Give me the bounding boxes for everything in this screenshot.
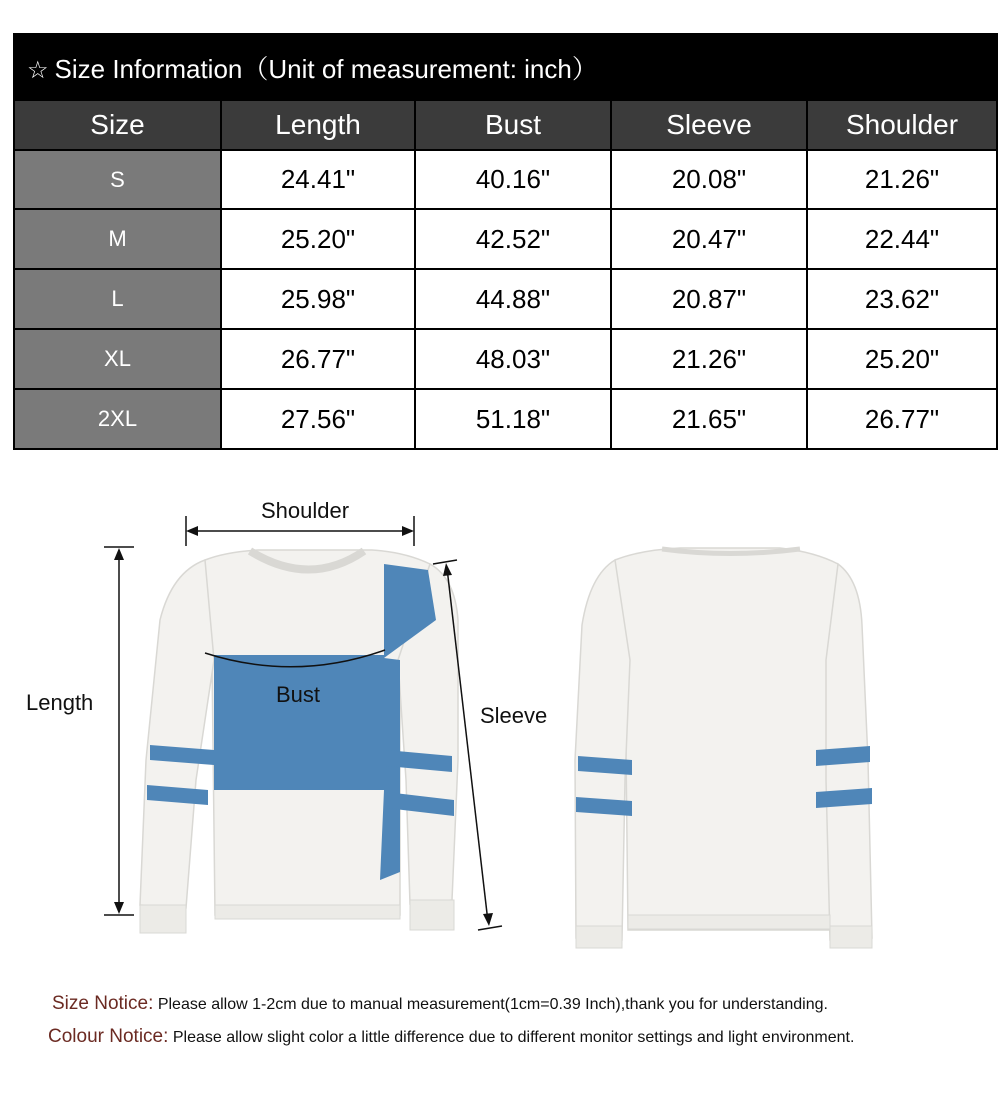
colour-notice-text: Please allow slight color a little difference due to different monitor settings and light environment. <box>172 1029 855 1046</box>
sleeve-cell: 20.08" <box>611 150 807 210</box>
measurement-diagram <box>0 460 1000 980</box>
size-cell: L <box>14 269 221 329</box>
front-sweater <box>140 550 458 933</box>
length-cell: 25.98" <box>221 269 415 329</box>
table-title-text: Size Information（Unit of measurement: inch） <box>54 53 598 84</box>
size-cell: XL <box>14 329 221 389</box>
sleeve-cell: 21.26" <box>611 329 807 389</box>
bust-cell: 40.16" <box>415 150 611 210</box>
shoulder-label: Shoulder <box>261 498 350 523</box>
header-row <box>14 100 997 150</box>
sleeve-cell: 20.47" <box>611 209 807 269</box>
table-row <box>14 269 997 329</box>
length-cell: 27.56" <box>221 389 415 449</box>
length-cell: 24.41" <box>221 150 415 210</box>
length-cell: 26.77" <box>221 329 415 389</box>
header-size: Size <box>14 100 221 150</box>
shoulder-cell: 22.44" <box>807 209 997 269</box>
header-length: Length <box>221 100 415 150</box>
size-cell: S <box>14 150 221 210</box>
bust-cell: 42.52" <box>415 209 611 269</box>
size-cell: 2XL <box>14 389 221 449</box>
sleeve-cell: 21.65" <box>611 389 807 449</box>
size-cell: M <box>14 209 221 269</box>
header-shoulder: Shoulder <box>807 100 997 150</box>
bust-cell: 44.88" <box>415 269 611 329</box>
colour-notice <box>48 1026 854 1048</box>
size-notice-key: Size Notice: <box>52 993 154 1014</box>
length-cell: 25.20" <box>221 209 415 269</box>
table-row <box>14 150 997 210</box>
colour-notice-key: Colour Notice: <box>48 1026 169 1047</box>
sleeve-cell: 20.87" <box>611 269 807 329</box>
table-title <box>14 34 997 100</box>
sleeve-label: Sleeve <box>480 703 548 728</box>
bust-label: Bust <box>276 682 321 707</box>
header-bust: Bust <box>415 100 611 150</box>
header-sleeve: Sleeve <box>611 100 807 150</box>
back-sweater <box>575 548 872 948</box>
shoulder-cell: 25.20" <box>807 329 997 389</box>
table-row <box>14 389 997 449</box>
shoulder-cell: 21.26" <box>807 150 997 210</box>
size-table <box>13 33 998 450</box>
shoulder-cell: 26.77" <box>807 389 997 449</box>
length-label: Length <box>26 690 94 715</box>
shoulder-cell: 23.62" <box>807 269 997 329</box>
bust-cell: 48.03" <box>415 329 611 389</box>
star-icon: ☆ <box>27 56 49 84</box>
table-row <box>14 329 997 389</box>
size-notice <box>52 993 828 1015</box>
table-row <box>14 209 997 269</box>
bust-cell: 51.18" <box>415 389 611 449</box>
size-notice-text: Please allow 1-2cm due to manual measurement(1cm=0.39 Inch),thank you for understanding. <box>157 996 828 1013</box>
